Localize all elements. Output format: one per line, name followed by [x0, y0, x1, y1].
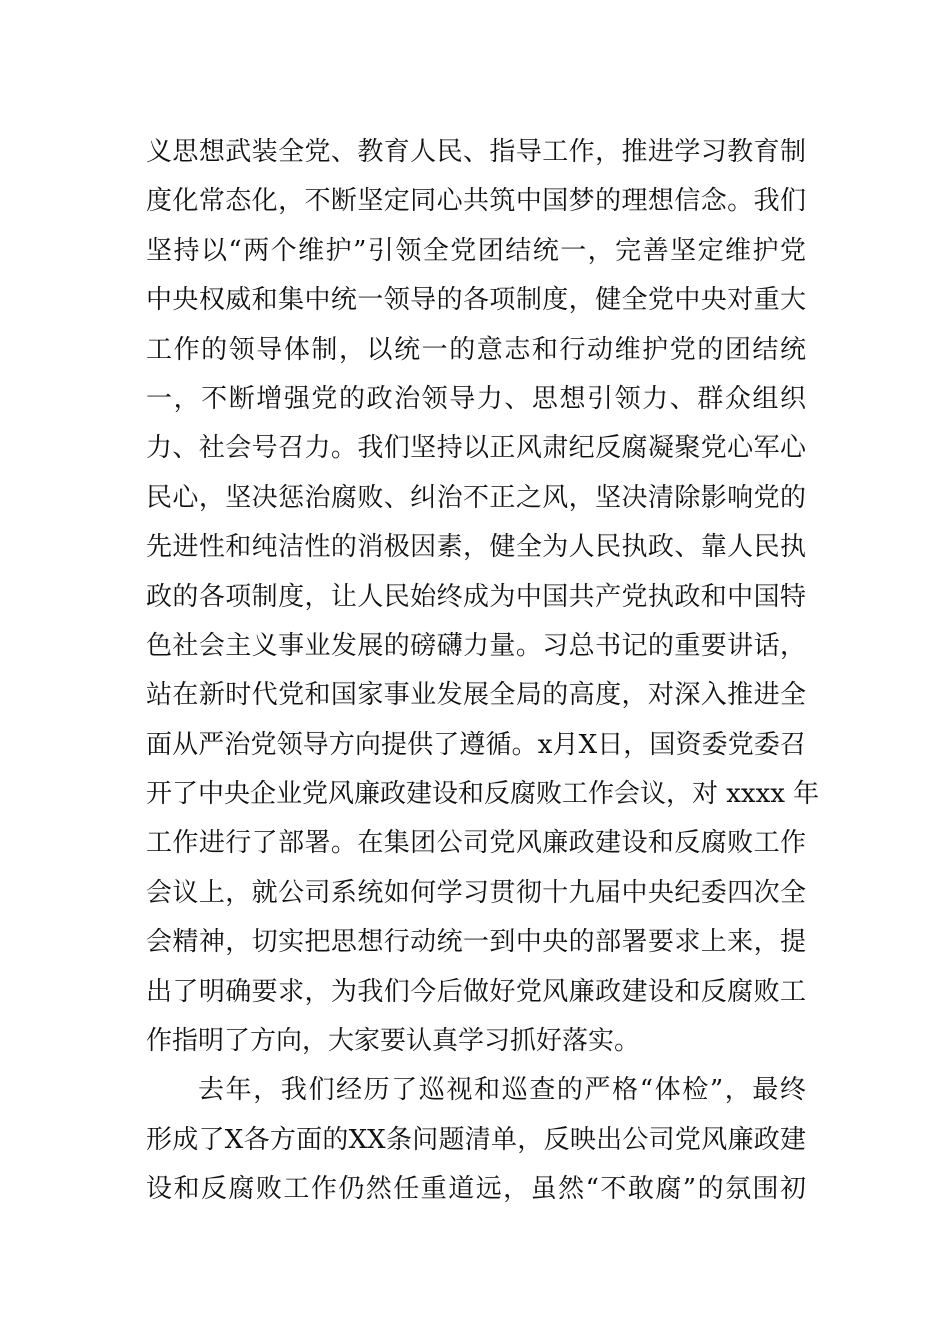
text-line: 会议上，就公司系统如何学习贯彻十九届中央纪委四次全	[146, 877, 806, 908]
body-text	[146, 128, 820, 1215]
text-line: 工作进行了部署。在集团公司党风廉政建设和反腐败工作	[146, 828, 806, 859]
text-line: 中央权威和集中统一领导的各项制度，健全党中央对重大	[146, 285, 806, 316]
text-line: 形成了X各方面的XX条问题清单，反映出公司党风廉政建	[146, 1124, 806, 1155]
text-line: 出了明确要求，为我们今后做好党风廉政建设和反腐败工	[146, 976, 806, 1007]
paragraph-start-line: 去年，我们经历了巡视和巡查的严格“体检”，最终	[198, 1075, 806, 1106]
text-line: 坚持以“两个维护”引领全党团结统一，完善坚定维护党	[146, 235, 806, 266]
text-line: 政的各项制度，让人民始终成为中国共产党执政和中国特	[146, 581, 806, 612]
text-line: 面从严治党领导方向提供了遵循。x月X日，国资委党委召	[146, 729, 806, 760]
text-line: 设和反腐败工作仍然任重道远，虽然“不敢腐”的氛围初	[146, 1174, 806, 1205]
text-line: 力、社会号召力。我们坚持以正风肃纪反腐凝聚党心军心	[146, 433, 806, 464]
text-line: 色社会主义事业发展的磅礴力量。习总书记的重要讲话，	[146, 630, 806, 661]
text-line: 会精神，切实把思想行动统一到中央的部署要求上来，提	[146, 927, 806, 958]
text-line: 先进性和纯洁性的消极因素，健全为人民执政、靠人民执	[146, 532, 806, 563]
text-line: 民心，坚决惩治腐败、纠治不正之风，坚决清除影响党的	[146, 482, 806, 513]
paragraph-end-line: 作指明了方向，大家要认真学习抓好落实。	[146, 1026, 641, 1057]
text-line: 工作的领导体制，以统一的意志和行动维护党的团结统	[146, 334, 806, 365]
text-line: 一，不断增强党的政治领导力、思想引领力、群众组织	[146, 383, 806, 414]
text-line: 开了中央企业党风廉政建设和反腐败工作会议，对 xxxx 年	[146, 779, 820, 810]
text-line: 义思想武装全党、教育人民、指导工作，推进学习教育制	[146, 137, 806, 167]
text-line: 站在新时代党和国家事业发展全局的高度，对深入推进全	[146, 680, 806, 711]
text-line: 度化常态化，不断坚定同心共筑中国梦的理想信念。我们	[146, 186, 806, 217]
